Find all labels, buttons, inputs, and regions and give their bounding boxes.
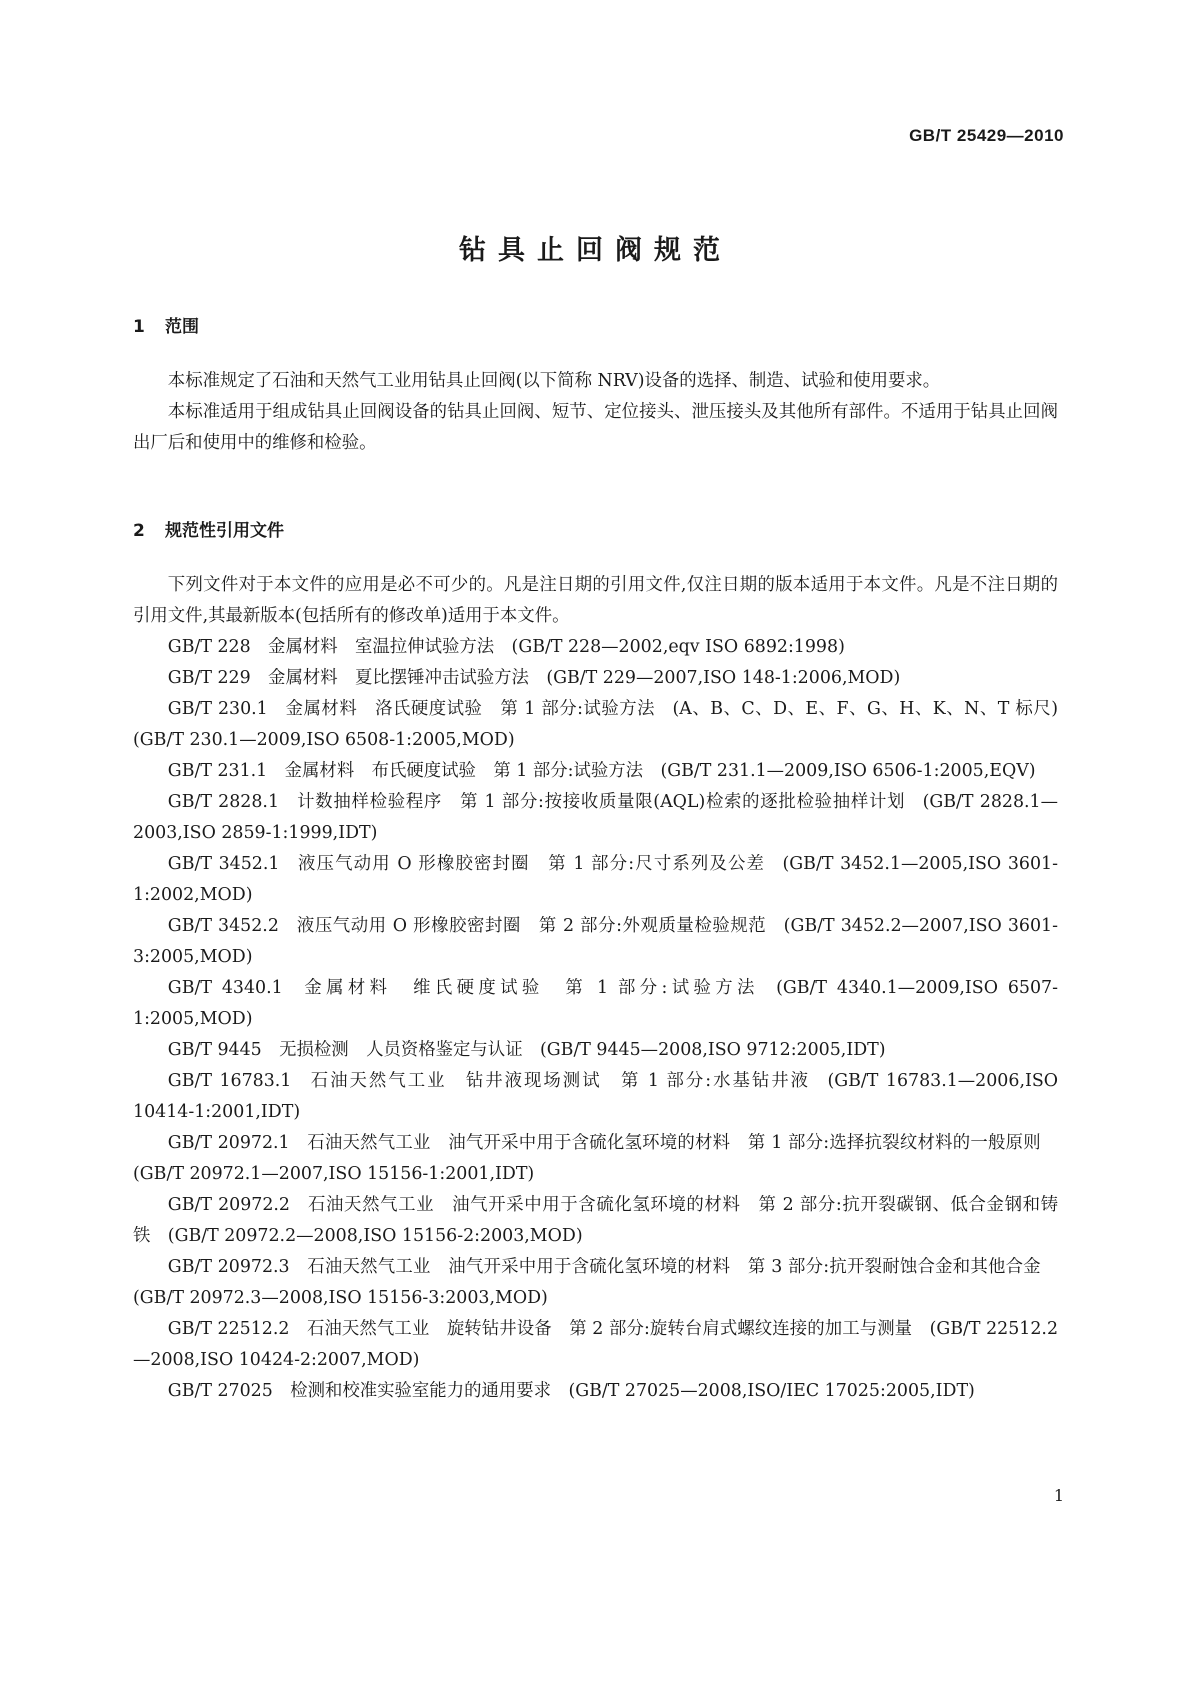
reference-code: GB/T 20972.1 [167, 1133, 290, 1153]
reference-note: (GB/T 22512.2—2008,ISO 10424-2:2007,MOD) [133, 1319, 1059, 1370]
references-body [133, 570, 1058, 1407]
reference-item [133, 1252, 1058, 1314]
standard-code: GB/T 25429—2010 [909, 126, 1064, 145]
reference-title: 液压气动用 O 形橡胶密封圈 第 1 部分:尺寸系列及公差 [296, 854, 766, 874]
reference-title: 无损检测 人员资格鉴定与认证 [279, 1040, 523, 1060]
reference-item [133, 849, 1058, 911]
reference-title: 金属材料 布氏硬度试验 第 1 部分:试验方法 [284, 761, 644, 781]
reference-code: GB/T 20972.2 [167, 1195, 290, 1215]
reference-item [133, 756, 1058, 787]
reference-note: (GB/T 3452.2—2007,ISO 3601-3:2005,MOD) [133, 916, 1058, 967]
reference-note: (GB/T 4340.1—2009,ISO 6507-1:2005,MOD) [133, 978, 1058, 1029]
reference-note: (A、B、C、D、E、F、G、H、K、N、T 标尺)(GB/T 230.1—2009,ISO 6508-1:2005,MOD) [133, 699, 1058, 750]
reference-item [133, 1066, 1058, 1128]
reference-code: GB/T 22512.2 [167, 1319, 290, 1339]
reference-note: (GB/T 20972.3—2008,ISO 15156-3:2003,MOD) [133, 1288, 548, 1308]
reference-title: 石油天然气工业 油气开采中用于含硫化氢环境的材料 第 3 部分:抗开裂耐蚀合金和其他合金 [307, 1257, 1041, 1277]
reference-item [133, 1128, 1058, 1190]
reference-list [133, 632, 1058, 1407]
reference-code: GB/T 229 [167, 668, 251, 688]
section-heading-normative-references [133, 516, 284, 541]
reference-item [133, 787, 1058, 849]
reference-title: 计数抽样检验程序 第 1 部分:按接收质量限(AQL)检索的逐批检验抽样计划 [296, 792, 906, 812]
reference-item [133, 1035, 1058, 1066]
reference-item [133, 1190, 1058, 1252]
reference-note: (GB/T 20972.2—2008,ISO 15156-2:2003,MOD) [167, 1226, 583, 1246]
reference-title: 石油天然气工业 旋转钻井设备 第 2 部分:旋转台肩式螺纹连接的加工与测量 [306, 1319, 913, 1339]
reference-title: 金属材料 夏比摆锤冲击试验方法 [268, 668, 529, 688]
page-number: 1 [1053, 1486, 1064, 1505]
scope-body [133, 366, 1058, 459]
section-number: 2 [133, 521, 145, 541]
reference-code: GB/T 3452.1 [167, 854, 280, 874]
paragraph: 下列文件对于本文件的应用是必不可少的。凡是注日期的引用文件,仅注日期的版本适用于本文件。凡是不注日期的引用文件,其最新版本(包括所有的修改单)适用于本文件。 [133, 575, 1058, 626]
reference-title: 石油天然气工业 油气开采中用于含硫化氢环境的材料 第 1 部分:选择抗裂纹材料的一般原则 [307, 1133, 1041, 1153]
reference-code: GB/T 20972.3 [167, 1257, 290, 1277]
reference-code: GB/T 231.1 [167, 761, 268, 781]
reference-note: (GB/T 9445—2008,ISO 9712:2005,IDT) [539, 1040, 886, 1060]
section-heading-scope [133, 312, 199, 337]
document-title: 钻具止回阀规范 [459, 235, 732, 266]
reference-note: (GB/T 231.1—2009,ISO 6506-1:2005,EQV) [660, 761, 1036, 781]
section-title: 范围 [165, 317, 199, 337]
reference-code: GB/T 228 [167, 637, 251, 657]
reference-note: (GB/T 20972.1—2007,ISO 15156-1:2001,IDT) [133, 1164, 535, 1184]
reference-title: 金属材料 洛氏硬度试验 第 1 部分:试验方法 [285, 699, 656, 719]
reference-code: GB/T 16783.1 [167, 1071, 292, 1091]
reference-code: GB/T 230.1 [167, 699, 268, 719]
reference-title: 石油天然气工业 油气开采中用于含硫化氢环境的材料 第 2 部分:抗开裂碳钢、低合金钢和铸铁 [133, 1195, 1058, 1246]
reference-item [133, 1314, 1058, 1376]
section-number: 1 [133, 317, 145, 337]
reference-note: (GB/T 229—2007,ISO 148-1:2006,MOD) [546, 668, 901, 688]
reference-item [133, 1376, 1058, 1407]
reference-note: (GB/T 3452.1—2005,ISO 3601-1:2002,MOD) [133, 854, 1058, 905]
reference-note: (GB/T 16783.1—2006,ISO 10414-1:2001,IDT) [133, 1071, 1059, 1122]
reference-note: (GB/T 228—2002,eqv ISO 6892:1998) [511, 637, 845, 657]
reference-item [133, 911, 1058, 973]
reference-code: GB/T 27025 [167, 1381, 273, 1401]
reference-note: (GB/T 2828.1—2003,ISO 2859-1:1999,IDT) [133, 792, 1058, 843]
reference-note: (GB/T 27025—2008,ISO/IEC 17025:2005,IDT) [568, 1381, 975, 1401]
reference-title: 石油天然气工业 钻井液现场测试 第 1 部分:水基钻井液 [308, 1071, 811, 1091]
reference-code: GB/T 9445 [167, 1040, 262, 1060]
reference-code: GB/T 4340.1 [167, 978, 283, 998]
reference-item [133, 663, 1058, 694]
reference-item [133, 973, 1058, 1035]
reference-title: 金属材料 维氏硬度试验 第 1 部分:试验方法 [300, 978, 759, 998]
reference-code: GB/T 3452.2 [167, 916, 279, 936]
reference-item [133, 632, 1058, 663]
section-title: 规范性引用文件 [165, 521, 284, 541]
paragraph: 本标准规定了石油和天然气工业用钻具止回阀(以下简称 NRV)设备的选择、制造、试验和使用要求。 [167, 371, 941, 391]
reference-code: GB/T 2828.1 [167, 792, 280, 812]
paragraph: 本标准适用于组成钻具止回阀设备的钻具止回阀、短节、定位接头、泄压接头及其他所有部件。不适用于钻具止回阀出厂后和使用中的维修和检验。 [133, 402, 1058, 453]
reference-title: 金属材料 室温拉伸试验方法 [268, 637, 495, 657]
reference-title: 检测和校准实验室能力的通用要求 [290, 1381, 552, 1401]
reference-title: 液压气动用 O 形橡胶密封圈 第 2 部分:外观质量检验规范 [296, 916, 767, 936]
reference-item [133, 694, 1058, 756]
